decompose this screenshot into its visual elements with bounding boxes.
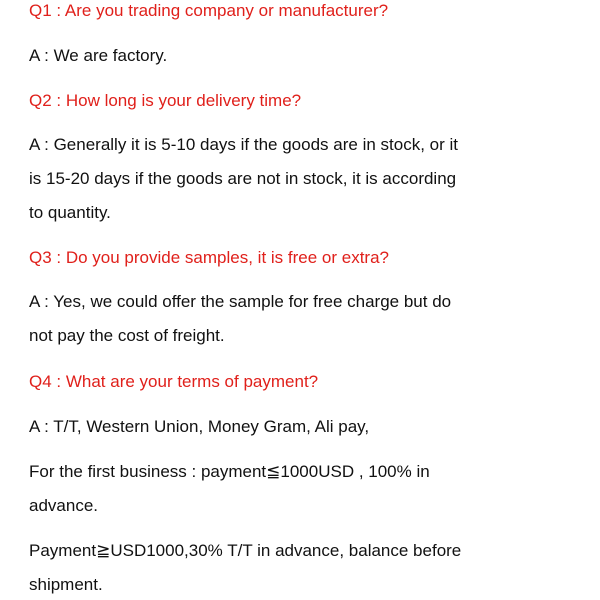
faq-answer-3-line-1: A : Yes, we could offer the sample for free charge but do	[29, 292, 452, 311]
faq-question-1: Q1 : Are you trading company or manufacturer?	[29, 1, 389, 20]
faq-answer-3-line-2: not pay the cost of freight.	[29, 326, 225, 345]
faq-question-3: Q3 : Do you provide samples, it is free or extra?	[29, 248, 389, 267]
faq-answer-4-line-5: shipment.	[29, 575, 103, 594]
faq-answer-4-line-3: advance.	[29, 496, 98, 515]
faq-answer-4-line-2: For the first business : payment≦1000USD , 100% in	[29, 462, 430, 481]
faq-answer-4-line-1: A : T/T, Western Union, Money Gram, Ali pay,	[29, 417, 370, 436]
faq-answer-2-line-3: to quantity.	[29, 203, 111, 222]
faq-answer-2-line-1: A : Generally it is 5-10 days if the goods are in stock, or it	[29, 135, 458, 154]
faq-question-2: Q2 : How long is your delivery time?	[29, 91, 302, 110]
faq-answer-1: A : We are factory.	[29, 46, 168, 65]
faq-answer-2-line-2: is 15-20 days if the goods are not in stock, it is according	[29, 169, 457, 188]
faq-answer-4-line-4: Payment≧USD1000,30% T/T in advance, balance before	[29, 541, 462, 560]
faq-question-4: Q4 : What are your terms of payment?	[29, 372, 319, 391]
